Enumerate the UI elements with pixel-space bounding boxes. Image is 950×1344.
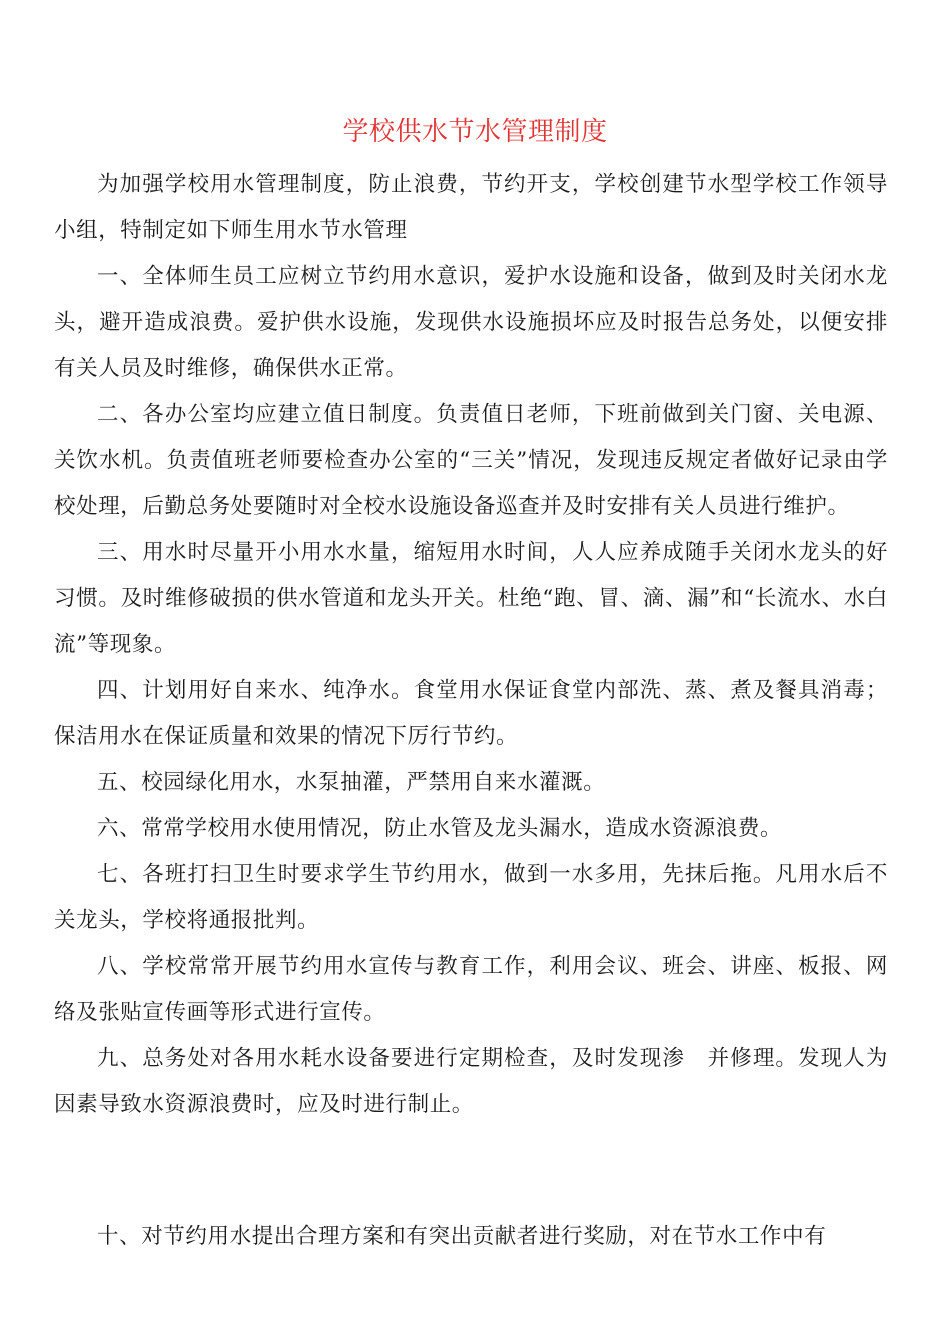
paragraph-item-1: 一、全体师生员工应树立节约用水意识，爱护水设施和设备，做到及时关闭水龙头，避开造成浪费。爱护供水设施，发现供水设施损坏应及时报告总务处，以便安排有关人员及时维修，确保供水正常。 [54, 264, 888, 381]
document-title: 学校供水节水管理制度 [342, 117, 608, 147]
paragraph-item-5: 五、校园绿化用水，水泵抽灌，严禁用自来水灌溉。 [97, 770, 606, 795]
paragraph-item-7: 七、各班打扫卫生时要求学生节约用水，做到一水多用，先抹后拖。凡用水后不关龙头，学校将通报批判。 [54, 862, 888, 933]
paragraph-item-6: 六、常常学校用水使用情况，防止水管及龙头漏水，造成水资源浪费。 [97, 816, 783, 841]
paragraph-item-3: 三、用水时尽量开小用水水量，缩短用水时间，人人应养成随手关闭水龙头的好习惯。及时维修破损的供水管道和龙头开关。杜绝“跑、冒、滴、漏”和“长流水、水白流”等现象。 [54, 540, 888, 657]
paragraph-intro: 为加强学校用水管理制度，防止浪费，节约开支，学校创建节水型学校工作领导小组，特制定如下师生用水节水管理 [54, 172, 888, 243]
paragraph-item-2: 二、各办公室均应建立值日制度。负责值日老师，下班前做到关门窗、关电源、关饮水机。负责值班老师要检查办公室的“三关”情况，发现违反规定者做好记录由学校处理，后勤总务处要随时对全校水设施设备巡查并及时安排有关人员进行维护。 [54, 402, 888, 519]
document-body [54, 162, 888, 1260]
paragraph-item-4: 四、计划用好自来水、纯净水。食堂用水保证食堂内部洗、蒸、煮及餐具消毒；保洁用水在保证质量和效果的情况下厉行节约。 [54, 678, 888, 749]
paragraph-item-8: 八、学校常常开展节约用水宣传与教育工作，利用会议、班会、讲座、板报、网络及张贴宣传画等形式进行宣传。 [54, 954, 888, 1025]
paragraph-item-10: 十、对节约用水提出合理方案和有突出贡献者进行奖励，对在节水工作中有 [97, 1224, 827, 1249]
paragraph-item-9: 九、总务处对各用水耗水设备要进行定期检查，及时发现渗 并修理。发现人为因素导致水资源浪费时，应及时进行制止。 [54, 1046, 888, 1117]
